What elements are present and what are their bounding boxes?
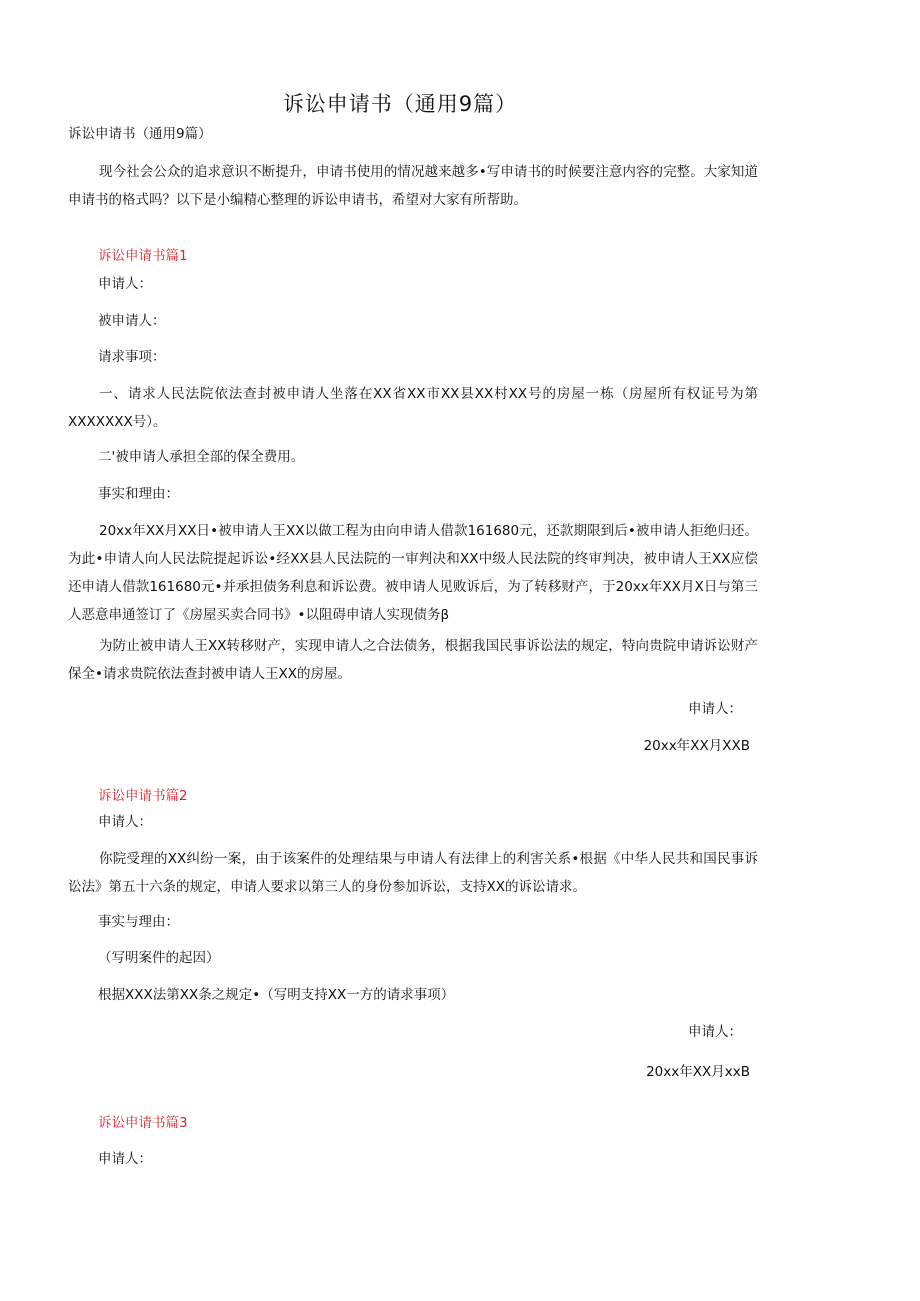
request-item-1: 一、请求人民法院依法查封被申请人坐落在XX省XX市XX县XX村XX号的房屋一栋（房屋所有权证号为第XXXXXXX号）。 [68, 386, 758, 430]
signature-label: 申请人： [688, 701, 742, 717]
applicant-label: 申请人： [98, 1151, 152, 1167]
signature-date: 20xx年XX月XXB [643, 738, 750, 754]
section-heading: 诉讼申请书篇2 [98, 788, 188, 804]
facts-paragraph: 20xx年XX月XX日•被申请人王XX以做工程为由向申请人借款161680元，还款期限到后•被申请人拒绝归还。为此•申请人向人民法院提起诉讼•经XX县人民法院的一审判决和XX中级人民法院的终审判决，被申请人王XX应偿还申请人借款161680元•并承担债务利息和诉讼费。被申请人见败诉后，为了转移财产，于20xx年XX月X日与第三人恶意串通签订了《房屋买卖合同书》•以阻碍申请人实现债务β [68, 523, 758, 623]
conclusion-paragraph: 为防止被申请人王XX转移财产，实现申请人之合法债务，根据我国民事诉讼法的规定，特向贵院申请诉讼财产保全•请求贵院依法查封被申请人王XX的房屋。 [68, 638, 758, 682]
signature-date: 20xx年XX月xxB [646, 1064, 750, 1080]
request-label: 请求事项： [98, 349, 166, 365]
facts-label: 事实和理由： [98, 486, 179, 502]
respondent-label: 被申请人： [98, 313, 166, 329]
section-heading: 诉讼申请书篇3 [98, 1115, 188, 1131]
signature-label: 申请人： [688, 1024, 742, 1040]
applicant-label: 申请人： [98, 276, 152, 292]
body-paragraph: 你院受理的XX纠纷一案，由于该案件的处理结果与申请人有法律上的利害关系•根据《中华人民共和国民事诉讼法》第五十六条的规定，申请人要求以第三人的身份参加诉讼，支持XX的诉讼请求。 [68, 851, 758, 895]
document-subtitle: 诉讼申请书（通用9篇） [68, 126, 212, 142]
applicant-label: 申请人： [98, 814, 152, 830]
legal-basis: 根据XXX法第XX条之规定•（写明支持XX一方的请求事项） [98, 987, 455, 1003]
intro-paragraph: 现今社会公众的追求意识不断提升，申请书使用的情况越来越多•写申请书的时候要注意内容的完整。大家知道申请书的格式吗？以下是小编精心整理的诉讼申请书，希望对大家有所帮助。 [68, 164, 758, 208]
case-cause-note: （写明案件的起因） [98, 950, 220, 966]
section-heading: 诉讼申请书篇1 [98, 248, 188, 264]
request-item-2: 二'被申请人承担全部的保全费用。 [98, 449, 305, 465]
document-title: 诉讼申请书（通用9篇） [282, 92, 518, 116]
facts-label: 事实与理由： [98, 914, 179, 930]
